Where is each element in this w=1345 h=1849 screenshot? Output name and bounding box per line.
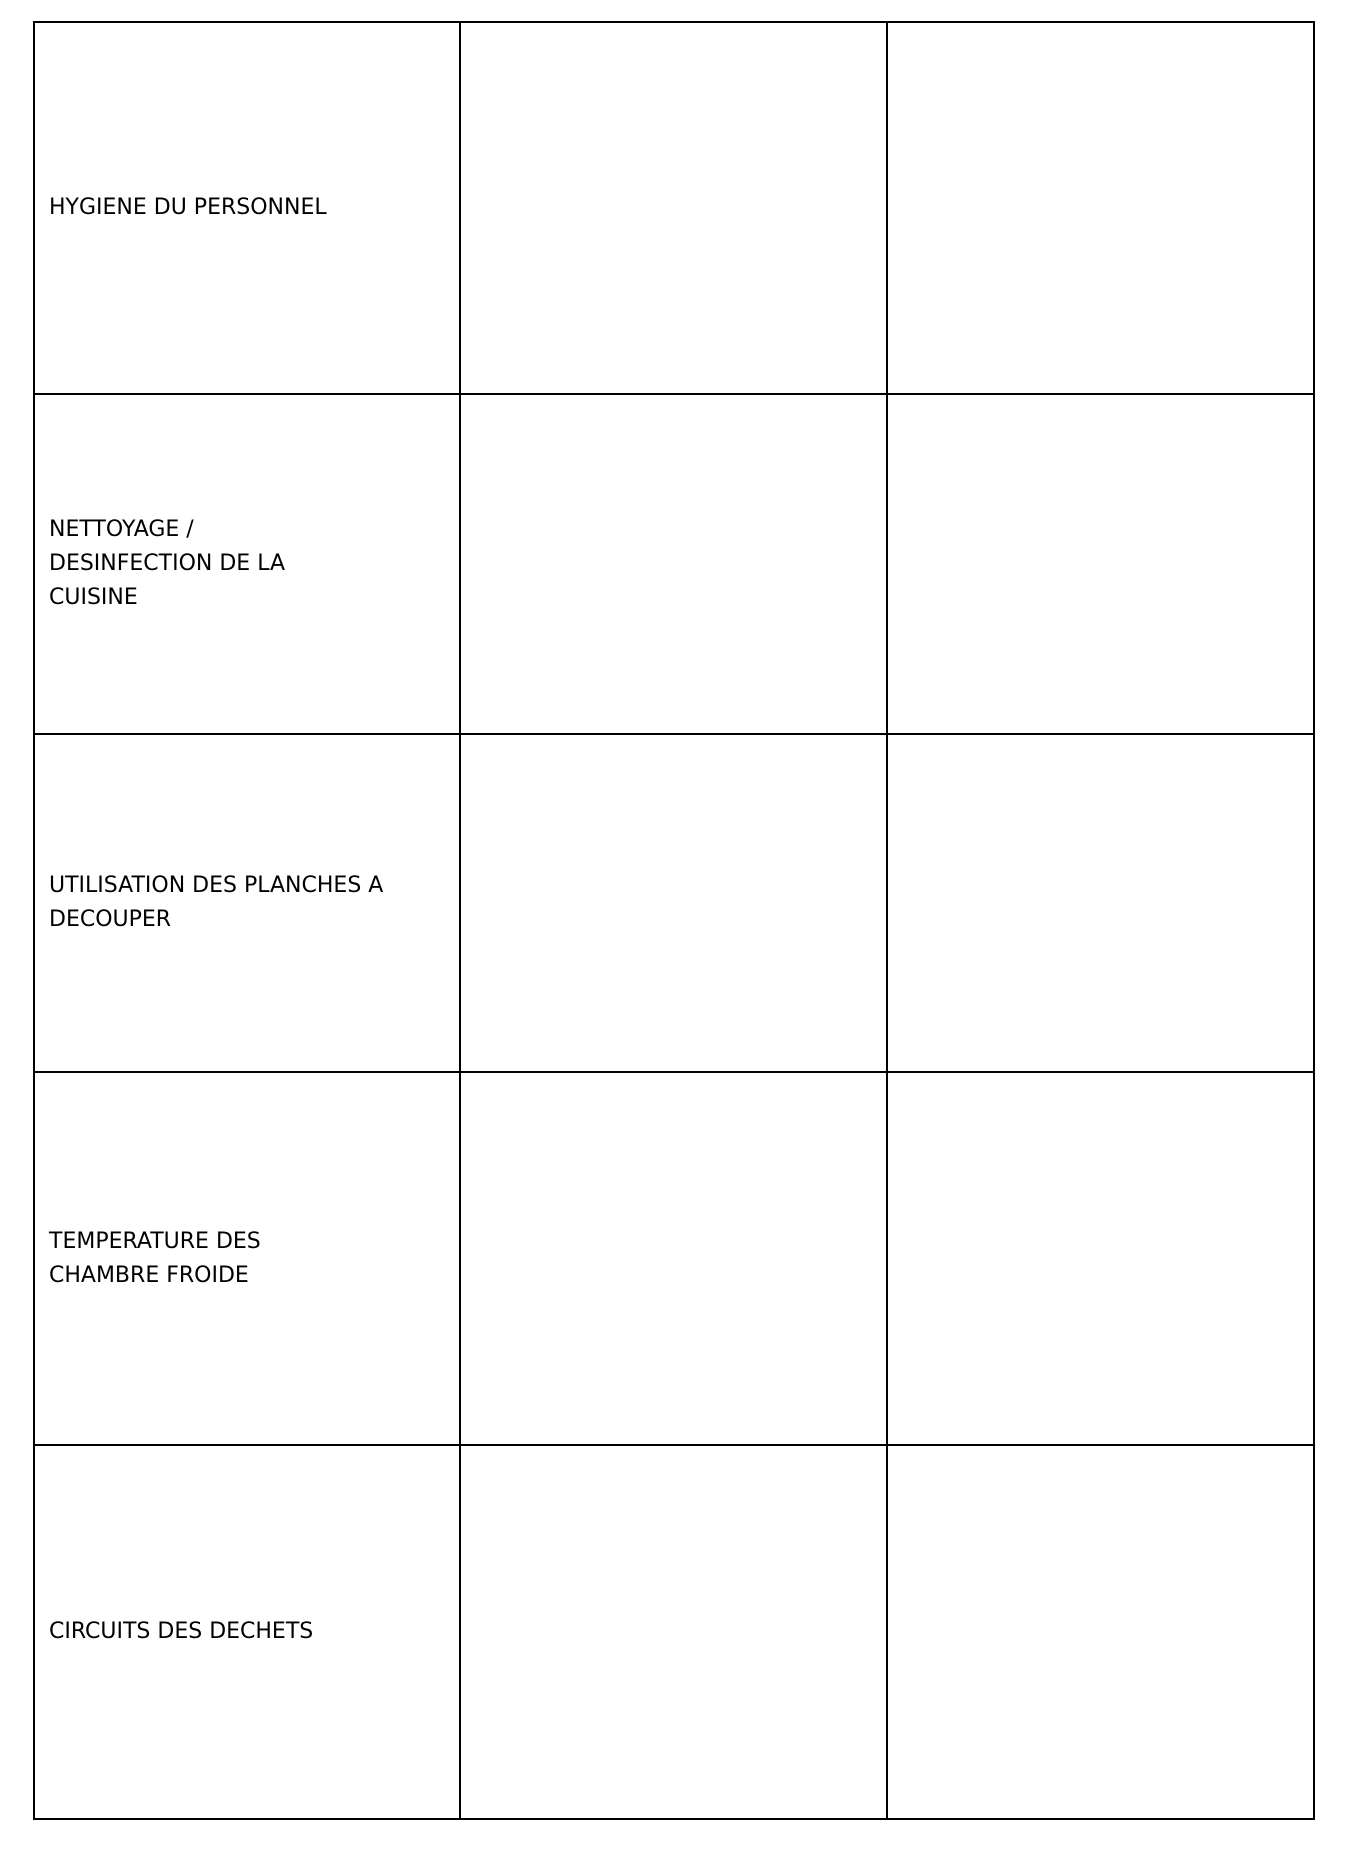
empty-cell[interactable]	[887, 22, 1314, 394]
row-label: NETTOYAGE / DESINFECTION DE LA CUISINE	[49, 517, 286, 610]
row-label: UTILISATION DES PLANCHES A DECOUPER	[49, 873, 384, 932]
empty-cell[interactable]	[887, 734, 1314, 1072]
empty-cell[interactable]	[460, 22, 887, 394]
row-label-cell	[34, 1072, 460, 1445]
empty-cell[interactable]	[460, 394, 887, 734]
empty-cell[interactable]	[887, 394, 1314, 734]
checklist-table	[33, 21, 1315, 1820]
empty-cell[interactable]	[887, 1072, 1314, 1445]
table-row	[34, 1072, 1314, 1445]
row-label-cell	[34, 394, 460, 734]
empty-cell[interactable]	[460, 734, 887, 1072]
row-label: TEMPERATURE DES CHAMBRE FROIDE	[49, 1228, 261, 1288]
table-row	[34, 734, 1314, 1072]
row-label: CIRCUITS DES DECHETS	[49, 1619, 314, 1644]
empty-cell[interactable]	[460, 1072, 887, 1445]
row-label-cell	[34, 1445, 460, 1819]
row-label: HYGIENE DU PERSONNEL	[49, 195, 327, 220]
empty-cell[interactable]	[460, 1445, 887, 1819]
row-label-cell	[34, 22, 460, 394]
empty-cell[interactable]	[887, 1445, 1314, 1819]
table-row	[34, 1445, 1314, 1819]
row-label-cell	[34, 734, 460, 1072]
table-row	[34, 22, 1314, 394]
table-row	[34, 394, 1314, 734]
